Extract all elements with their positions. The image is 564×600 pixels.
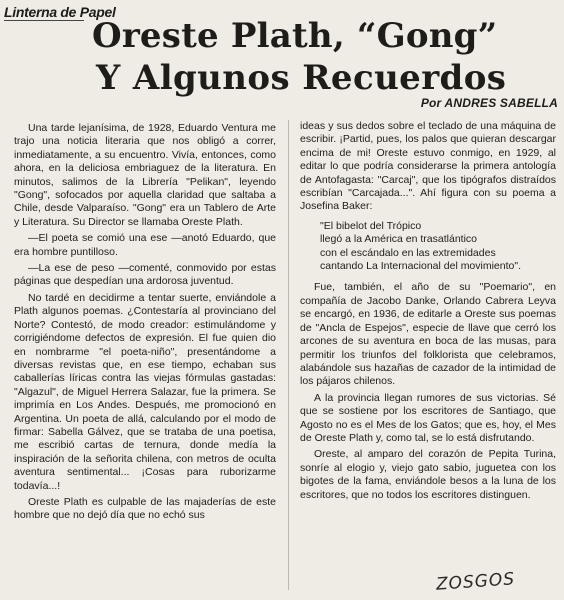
headline-line-2: Y Algunos Recuerdos bbox=[96, 58, 507, 98]
column-divider bbox=[288, 120, 289, 590]
poem-line: cantando La Internacional del movimiento". bbox=[320, 260, 522, 273]
paragraph: No tardé en decidirme a tentar suerte, enviándole a Plath algunos poemas. ¿Contestaría al provinciano del Norte? Contestó, de modo creador: estimulándome y corrigiéndome defectos de expresión. El fue quien dio en nombrarme "el poeta-niño", presentándome a diversas revistas que, en ese tiempo, echaban sus caballerías líricas contra las viejas fórmulas gastadas: "Algazul", de Miguel Herrera Salazar, fue la primera. Se imprimía en Los Andes. Después, me promocionó en Argentina. Un poeta de allá, calculando por el modo de firmar: Sabella Gálvez, que se trataba de una poetisa, me escribió cartas de ternura, donde medía la inspiración de la señorita chilena, con metros de oculta aventura sentimental... ¡Cosas para ruborizarme todavía...! bbox=[14, 291, 276, 492]
poem-line: "El bibelot del Trópico bbox=[320, 219, 422, 232]
handwritten-archive-number: ZOSGOS bbox=[435, 569, 516, 595]
paragraph: A la provincia llegan rumores de sus victorias. Sé que se sostiene por los escritores de Santiago, que Agosto no es el Mes de los Gatos; que es, hoy, el Mes de Oreste Plath y, como tal, se lo está disfrutando. bbox=[300, 391, 556, 444]
paragraph: Fue, también, el año de su "Poemario", en compañía de Jacobo Danke, Orlando Cabrera Leyva se encargó, en 1936, de editarle a Oreste sus poemas de "Ancla de Espejos", especie de llave que cerró los arcones de su aventura en boca de las musas, para permitir los triunfos del folklorista que celebramos, alabándole sus hazañas de cazador de la intimidad de los pájaros chilenos. bbox=[300, 281, 556, 388]
paragraph: Oreste, al amparo del corazón de Pepita Turina, sonríe al elogio y, viejo gato sabio, juguetea con los bigotes de la fama, enviándole besos a la luna de los escritores, que no todos los escritores distinguen. bbox=[300, 448, 556, 501]
poem-quote bbox=[320, 220, 556, 274]
paragraph: Una tarde lejanísima, de 1928, Eduardo Ventura me trajo una noticia literaria que nos obligó a correr, inmediatamente, a su encuentro. Vivía, entonces, como ahora, en la deliciosa embriaguez de la literatura. En minutos, salimos de la Librería "Pelikan", leyendo "Gong", sofocados por aquella claridad que saltaba a Chile, desde Valparaíso. "Gong" era un Tablero de Arte y Literatura. Su Director se llamaba Oreste Plath. bbox=[14, 122, 276, 228]
paragraph: —La ese de peso —comenté, conmovido por estas páginas que despedían una ardorosa juventud. bbox=[14, 262, 276, 288]
article-column-left bbox=[14, 122, 276, 526]
section-kicker: Linterna de Papel bbox=[4, 4, 116, 20]
poem-line: con el escándalo en las extremidades bbox=[320, 246, 496, 259]
paragraph: —El poeta se comió una ese —anotó Eduardo, que era hombre puntilloso. bbox=[14, 232, 276, 258]
article-column-right bbox=[300, 120, 556, 505]
poem-line: llegó a la América en trasatlántico bbox=[320, 233, 478, 246]
headline-line-1: Oreste Plath, “Gong” bbox=[92, 16, 498, 56]
paragraph: ideas y sus dedos sobre el teclado de una máquina de escribir. ¡Partid, pues, los palos que quieran descargar encima de mi! Oreste estuvo conmigo, en 1929, al editar lo que podría considerarse la primera antología de Antofagasta: "Carcaj", que los tipógrafos distraídos escribían "Carcajada...". Ahí figura con su poema a Josefina Baker: bbox=[300, 120, 556, 213]
paragraph: Oreste Plath es culpable de las majaderías de este hombre que no dejó día que no echó sus bbox=[14, 495, 276, 522]
byline: Por ANDRES SABELLA bbox=[420, 96, 558, 110]
kicker-underline bbox=[4, 20, 84, 21]
